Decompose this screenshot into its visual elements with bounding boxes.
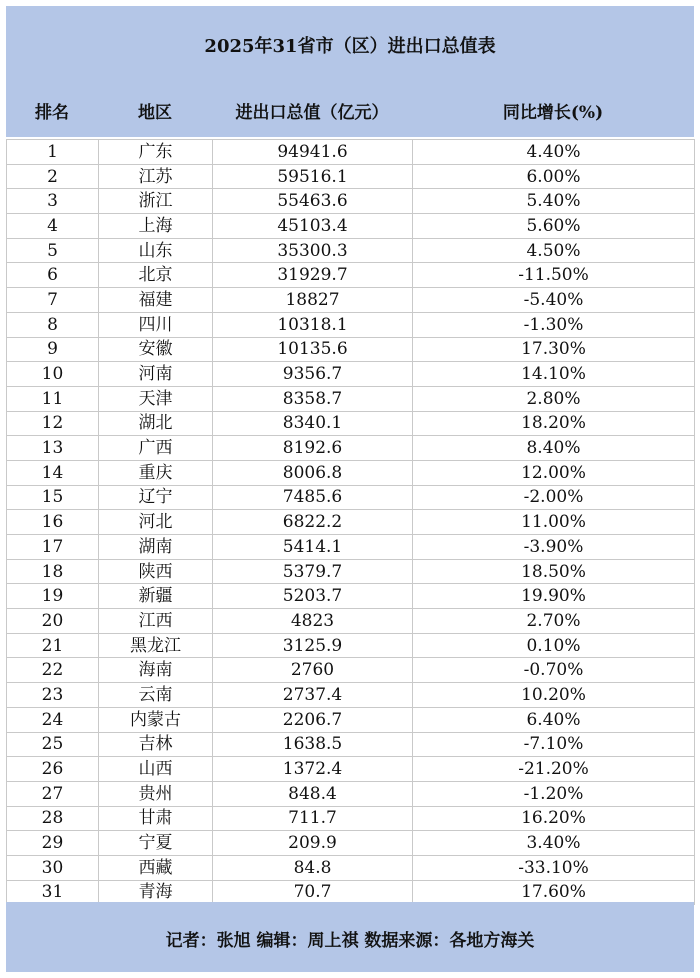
total-cell: 35300.3 — [213, 238, 413, 263]
rank-cell: 4 — [7, 214, 99, 239]
total-cell: 5379.7 — [213, 559, 413, 584]
growth-cell: 6.40% — [413, 707, 695, 732]
total-cell: 70.7 — [213, 880, 413, 905]
table-row — [7, 535, 695, 560]
table-row — [7, 238, 695, 263]
table-row — [7, 386, 695, 411]
rank-cell: 27 — [7, 781, 99, 806]
region-cell: 天津 — [99, 386, 213, 411]
total-cell: 848.4 — [213, 781, 413, 806]
table-row — [7, 806, 695, 831]
total-cell: 18827 — [213, 288, 413, 313]
growth-cell: 18.50% — [413, 559, 695, 584]
growth-cell: 3.40% — [413, 831, 695, 856]
table-header — [6, 6, 694, 137]
table-row — [7, 263, 695, 288]
data-table — [6, 139, 695, 905]
region-cell: 内蒙古 — [99, 707, 213, 732]
region-cell: 江西 — [99, 609, 213, 634]
table-row — [7, 683, 695, 708]
growth-cell: 6.00% — [413, 164, 695, 189]
region-cell: 广西 — [99, 436, 213, 461]
table-row — [7, 485, 695, 510]
region-cell: 湖南 — [99, 535, 213, 560]
total-cell: 8006.8 — [213, 460, 413, 485]
region-cell: 河南 — [99, 362, 213, 387]
growth-cell: -3.90% — [413, 535, 695, 560]
total-cell: 3125.9 — [213, 633, 413, 658]
region-cell: 新疆 — [99, 584, 213, 609]
rank-cell: 1 — [7, 140, 99, 165]
total-cell: 4823 — [213, 609, 413, 634]
table-row — [7, 411, 695, 436]
total-cell: 31929.7 — [213, 263, 413, 288]
region-cell: 云南 — [99, 683, 213, 708]
total-cell: 2737.4 — [213, 683, 413, 708]
total-cell: 10135.6 — [213, 337, 413, 362]
table-row — [7, 140, 695, 165]
growth-cell: -21.20% — [413, 757, 695, 782]
growth-cell: 12.00% — [413, 460, 695, 485]
table-row — [7, 732, 695, 757]
table-row — [7, 214, 695, 239]
table-row — [7, 510, 695, 535]
rank-cell: 11 — [7, 386, 99, 411]
growth-cell: 16.20% — [413, 806, 695, 831]
region-cell: 四川 — [99, 312, 213, 337]
rank-cell: 18 — [7, 559, 99, 584]
growth-cell: 5.40% — [413, 189, 695, 214]
rank-cell: 30 — [7, 855, 99, 880]
table-row — [7, 337, 695, 362]
region-cell: 青海 — [99, 880, 213, 905]
rank-cell: 26 — [7, 757, 99, 782]
table-row — [7, 288, 695, 313]
region-cell: 辽宁 — [99, 485, 213, 510]
table-row — [7, 633, 695, 658]
growth-cell: -33.10% — [413, 855, 695, 880]
region-cell: 浙江 — [99, 189, 213, 214]
growth-cell: 18.20% — [413, 411, 695, 436]
region-cell: 山西 — [99, 757, 213, 782]
total-cell: 59516.1 — [213, 164, 413, 189]
table-row — [7, 658, 695, 683]
region-cell: 黑龙江 — [99, 633, 213, 658]
region-cell: 福建 — [99, 288, 213, 313]
rank-cell: 31 — [7, 880, 99, 905]
rank-cell: 16 — [7, 510, 99, 535]
column-header-growth: 同比增长(%) — [502, 103, 604, 123]
footer-credits: 记者：张旭 编辑：周上祺 数据来源：各地方海关 — [165, 931, 535, 951]
rank-cell: 15 — [7, 485, 99, 510]
growth-cell: -0.70% — [413, 658, 695, 683]
table-row — [7, 189, 695, 214]
table-row — [7, 609, 695, 634]
rank-cell: 25 — [7, 732, 99, 757]
total-cell: 6822.2 — [213, 510, 413, 535]
growth-cell: 4.40% — [413, 140, 695, 165]
rank-cell: 21 — [7, 633, 99, 658]
rank-cell: 12 — [7, 411, 99, 436]
column-header-rank: 排名 — [35, 103, 69, 123]
total-cell: 7485.6 — [213, 485, 413, 510]
table-row — [7, 460, 695, 485]
growth-cell: 10.20% — [413, 683, 695, 708]
table-row — [7, 164, 695, 189]
rank-cell: 14 — [7, 460, 99, 485]
region-cell: 北京 — [99, 263, 213, 288]
total-cell: 209.9 — [213, 831, 413, 856]
region-cell: 广东 — [99, 140, 213, 165]
rank-cell: 2 — [7, 164, 99, 189]
total-cell: 84.8 — [213, 855, 413, 880]
growth-cell: 14.10% — [413, 362, 695, 387]
rank-cell: 29 — [7, 831, 99, 856]
total-cell: 8192.6 — [213, 436, 413, 461]
total-cell: 5203.7 — [213, 584, 413, 609]
region-cell: 河北 — [99, 510, 213, 535]
table-row — [7, 855, 695, 880]
rank-cell: 6 — [7, 263, 99, 288]
rank-cell: 3 — [7, 189, 99, 214]
rank-cell: 9 — [7, 337, 99, 362]
region-cell: 江苏 — [99, 164, 213, 189]
growth-cell: 11.00% — [413, 510, 695, 535]
rank-cell: 5 — [7, 238, 99, 263]
region-cell: 上海 — [99, 214, 213, 239]
table-row — [7, 559, 695, 584]
growth-cell: -2.00% — [413, 485, 695, 510]
region-cell: 安徽 — [99, 337, 213, 362]
rank-cell: 13 — [7, 436, 99, 461]
column-header-region: 地区 — [138, 103, 172, 123]
region-cell: 吉林 — [99, 732, 213, 757]
table-title: 2025年31省市（区）进出口总值表 — [204, 36, 496, 57]
total-cell: 1372.4 — [213, 757, 413, 782]
table-row — [7, 781, 695, 806]
total-cell: 10318.1 — [213, 312, 413, 337]
table-row — [7, 707, 695, 732]
total-cell: 55463.6 — [213, 189, 413, 214]
total-cell: 9356.7 — [213, 362, 413, 387]
table-row — [7, 584, 695, 609]
growth-cell: 4.50% — [413, 238, 695, 263]
rank-cell: 8 — [7, 312, 99, 337]
growth-cell: 17.60% — [413, 880, 695, 905]
table-row — [7, 831, 695, 856]
table-row — [7, 362, 695, 387]
column-header-total: 进出口总值（亿元） — [235, 103, 389, 123]
total-cell: 1638.5 — [213, 732, 413, 757]
footer — [6, 902, 694, 972]
total-cell: 2206.7 — [213, 707, 413, 732]
growth-cell: 8.40% — [413, 436, 695, 461]
rank-cell: 7 — [7, 288, 99, 313]
total-cell: 2760 — [213, 658, 413, 683]
rank-cell: 20 — [7, 609, 99, 634]
growth-cell: -5.40% — [413, 288, 695, 313]
region-cell: 陕西 — [99, 559, 213, 584]
total-cell: 5414.1 — [213, 535, 413, 560]
rank-cell: 28 — [7, 806, 99, 831]
growth-cell: 19.90% — [413, 584, 695, 609]
total-cell: 94941.6 — [213, 140, 413, 165]
growth-cell: 2.80% — [413, 386, 695, 411]
growth-cell: 5.60% — [413, 214, 695, 239]
total-cell: 711.7 — [213, 806, 413, 831]
growth-cell: -7.10% — [413, 732, 695, 757]
total-cell: 8340.1 — [213, 411, 413, 436]
rank-cell: 23 — [7, 683, 99, 708]
region-cell: 重庆 — [99, 460, 213, 485]
region-cell: 海南 — [99, 658, 213, 683]
total-cell: 8358.7 — [213, 386, 413, 411]
growth-cell: 0.10% — [413, 633, 695, 658]
growth-cell: -1.20% — [413, 781, 695, 806]
table-row — [7, 757, 695, 782]
table-row — [7, 312, 695, 337]
growth-cell: 2.70% — [413, 609, 695, 634]
region-cell: 宁夏 — [99, 831, 213, 856]
table-body — [7, 140, 695, 905]
region-cell: 湖北 — [99, 411, 213, 436]
rank-cell: 24 — [7, 707, 99, 732]
table-row — [7, 436, 695, 461]
growth-cell: 17.30% — [413, 337, 695, 362]
region-cell: 西藏 — [99, 855, 213, 880]
rank-cell: 17 — [7, 535, 99, 560]
region-cell: 山东 — [99, 238, 213, 263]
rank-cell: 22 — [7, 658, 99, 683]
rank-cell: 19 — [7, 584, 99, 609]
growth-cell: -1.30% — [413, 312, 695, 337]
total-cell: 45103.4 — [213, 214, 413, 239]
region-cell: 甘肃 — [99, 806, 213, 831]
rank-cell: 10 — [7, 362, 99, 387]
growth-cell: -11.50% — [413, 263, 695, 288]
region-cell: 贵州 — [99, 781, 213, 806]
